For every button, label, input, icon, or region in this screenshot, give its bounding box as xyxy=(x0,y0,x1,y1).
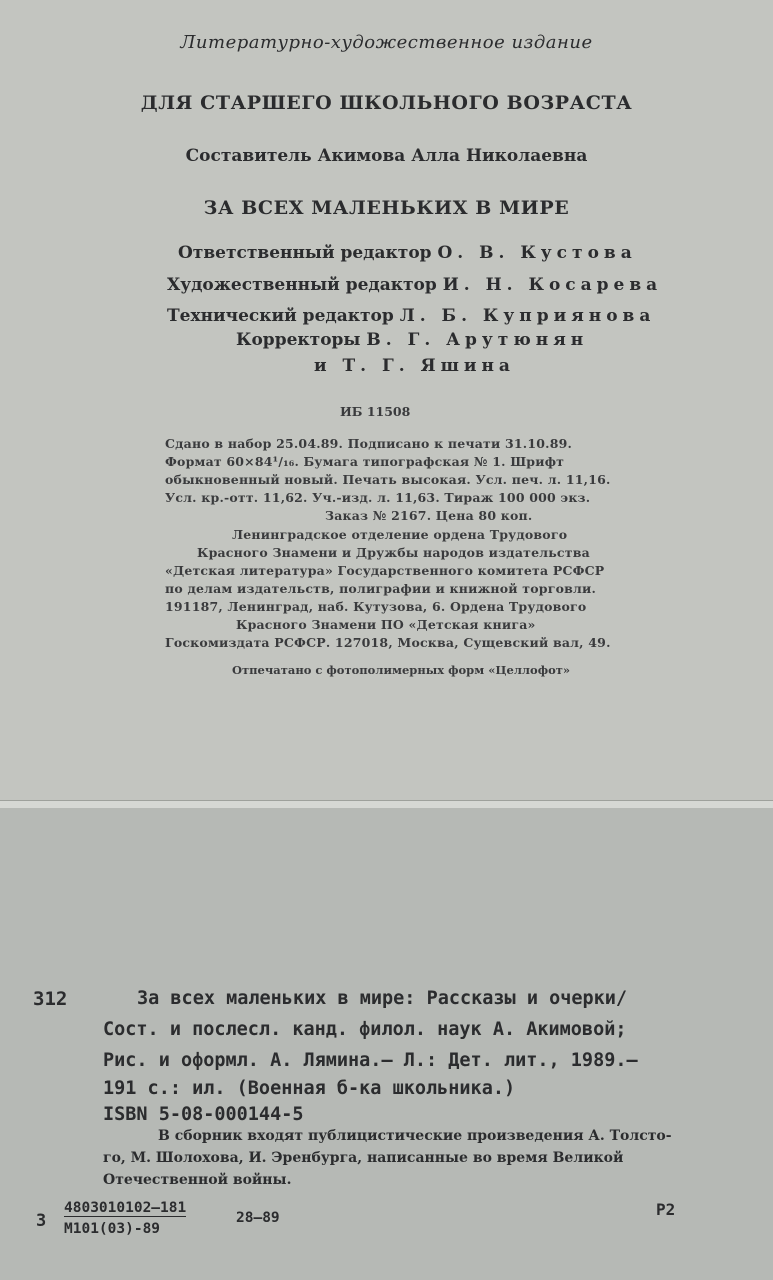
editor-name: Л. Б. Куприянова xyxy=(399,306,656,326)
publisher-line: Ленинградское отделение ордена Трудового xyxy=(232,527,568,542)
annotation-line: В сборник входят публицистические произведения А. Толсто- xyxy=(158,1128,672,1144)
editor-responsible xyxy=(178,243,637,263)
publisher-line: 191187, Ленинград, наб. Кутузова, 6. Ордена Трудового xyxy=(165,599,587,614)
publisher-line: Госкомиздата РСФСР. 127018, Москва, Сущевский вал, 49. xyxy=(165,635,611,650)
isbn: ISBN 5-08-000144-5 xyxy=(103,1104,304,1125)
annotation-line: го, М. Шолохова, И. Эренбурга, написанные во время Великой xyxy=(103,1150,624,1166)
catalog-entry-line: 191 с.: ил. (Военная б-ка школьника.) xyxy=(103,1078,516,1099)
editor-role: Ответственный редактор xyxy=(178,243,432,263)
index-letter: З xyxy=(36,1211,47,1231)
publisher-line: Красного Знамени ПО «Детская книга» xyxy=(236,617,536,632)
editor-role: Художественный редактор xyxy=(167,275,437,295)
corrector-second: и Т. Г. Яшина xyxy=(314,356,515,376)
print-info-line: Формат 60×84¹/₁₆. Бумага типографская № 1. Шрифт xyxy=(165,454,565,469)
annotation-line: Отечественной войны. xyxy=(103,1172,292,1188)
correctors-line xyxy=(236,330,588,350)
print-info-line: Заказ № 2167. Цена 80 коп. xyxy=(325,508,533,523)
age-group-heading: ДЛЯ СТАРШЕГО ШКОЛЬНОГО ВОЗРАСТА xyxy=(140,92,633,114)
editor-name: О. В. Кустова xyxy=(437,243,637,263)
ib-number: ИБ 11508 xyxy=(340,404,411,419)
code-denominator: М101(03)-89 xyxy=(64,1221,161,1237)
printed-note: Отпечатано с фотополимерных форм «Целлофот» xyxy=(232,663,571,677)
class-number: 312 xyxy=(33,988,68,1010)
compiler-line: Составитель Акимова Алла Николаевна xyxy=(185,146,588,166)
publisher-line: по делам издательств, полиграфии и книжной торговли. xyxy=(165,581,597,596)
publisher-line: «Детская литература» Государственного комитета РСФСР xyxy=(165,563,605,578)
editor-name: И. Н. Косарева xyxy=(442,275,663,295)
editor-art xyxy=(167,275,662,295)
code-suffix: 28—89 xyxy=(236,1210,280,1226)
book-title: ЗА ВСЕХ МАЛЕНЬКИХ В МИРЕ xyxy=(203,197,570,219)
print-info-line: Сдано в набор 25.04.89. Подписано к печати 31.10.89. xyxy=(165,436,573,451)
editor-role: Корректоры xyxy=(236,330,361,350)
catalog-entry-line: За всех маленьких в мире: Рассказы и очерки/ xyxy=(137,988,628,1009)
editor-technical xyxy=(167,306,655,326)
shelf-mark: Р2 xyxy=(656,1200,676,1219)
print-info-line: Усл. кр.-отт. 11,62. Уч.-изд. л. 11,63. Тираж 100 000 экз. xyxy=(165,490,591,505)
edition-type: Литературно-художественное издание xyxy=(180,32,593,53)
catalog-entry-line: Рис. и оформл. А. Лямина.— Л.: Дет. лит., 1989.— xyxy=(103,1050,638,1071)
publisher-line: Красного Знамени и Дружбы народов издательства xyxy=(197,545,590,560)
catalog-entry-line: Сост. и послесл. канд. филол. наук А. Акимовой; xyxy=(103,1019,627,1040)
editor-role: Технический редактор xyxy=(167,306,394,326)
catalog-card xyxy=(0,808,773,1280)
code-numerator: 4803010102—181 xyxy=(64,1200,187,1216)
print-info-line: обыкновенный новый. Печать высокая. Усл. печ. л. 11,16. xyxy=(165,472,611,487)
editor-name: В. Г. Арутюнян xyxy=(366,330,589,350)
